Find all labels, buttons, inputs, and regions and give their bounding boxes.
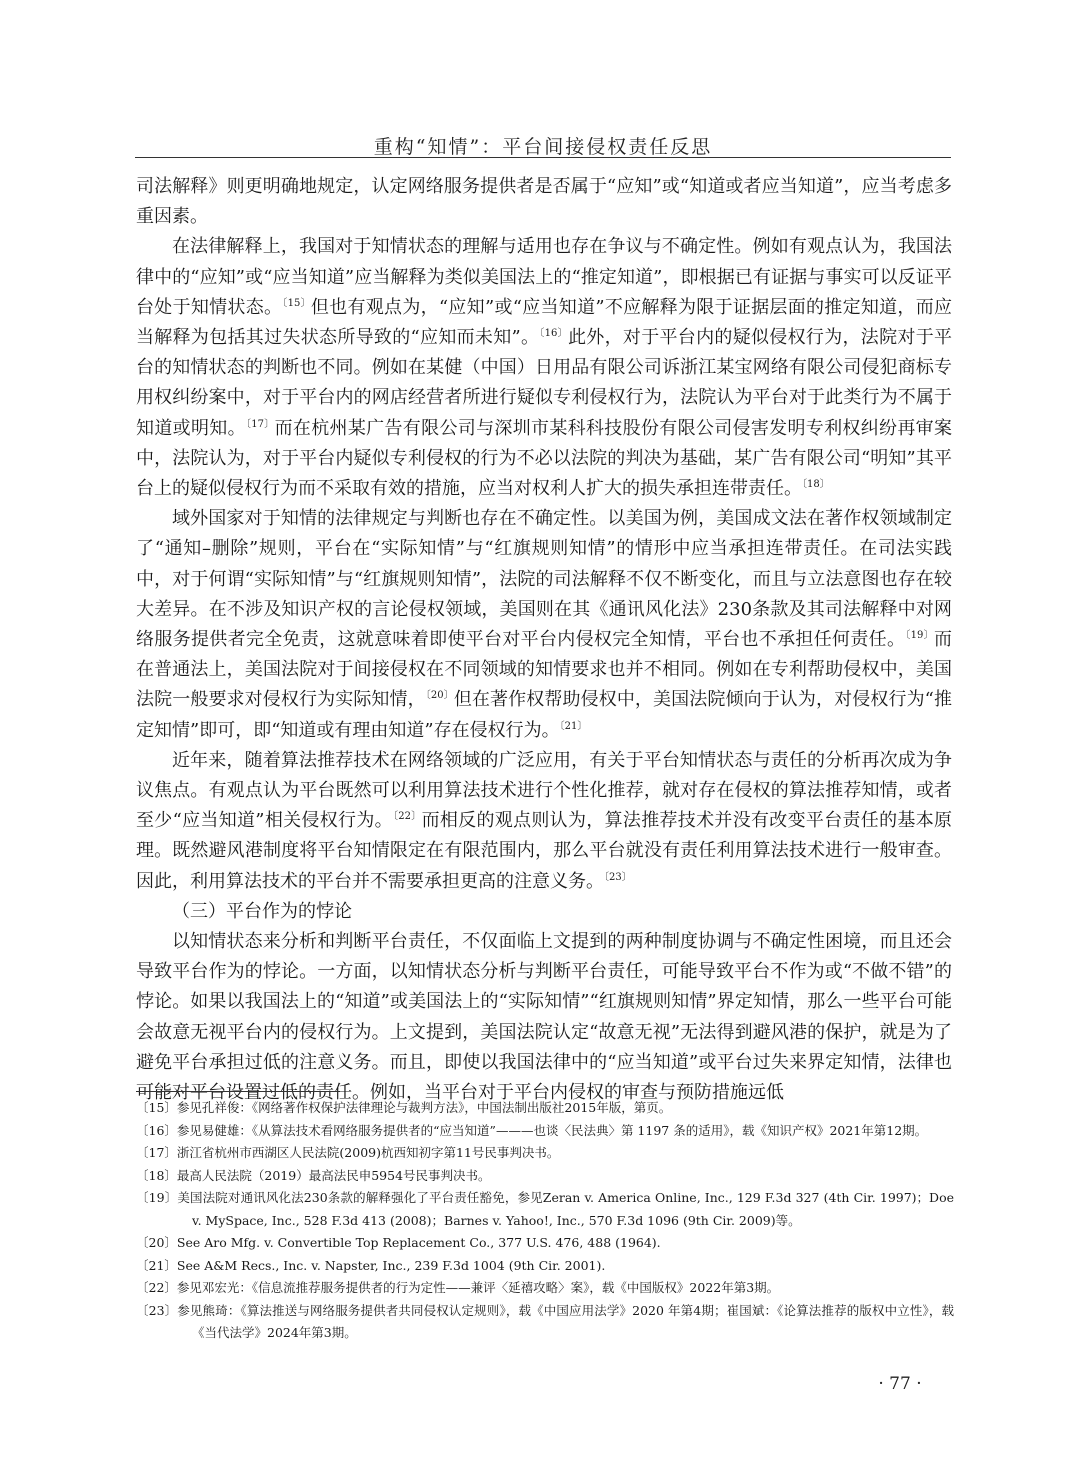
footnote-marker[interactable]: 〔18〕 [802, 479, 830, 491]
footnote-marker[interactable]: 〔17〕 [245, 418, 275, 430]
paragraph-text: 但在著作权帮助侵权中，美国法院倾向于认为，对侵权行为“推定知情”即可，即“知道或有理由知道”存在侵权行为。 [136, 689, 952, 741]
header-rule [135, 157, 951, 158]
footnote-item: 〔15〕参见孔祥俊：《网络著作权保护法律理论与裁判方法》，中国法制出版社2015年版，第页。 [136, 1100, 672, 1115]
footnotes [136, 1097, 954, 1345]
body-paragraph [136, 746, 952, 897]
footnote-marker[interactable]: 〔15〕 [282, 297, 311, 309]
paragraph-text: 域外国家对于知情的法律规定与判断也存在不确定性。以美国为例，美国成文法在著作权领域制定了“通知–删除”规则，平台在“实际知情”与“红旗规则知情”的情形中应当承担连带责任。在司法实践中，对于何谓“实际知情”与“红旗规则知情”，法院的司法解释不仅不断变化，而且与立法意图也存在较大差异。在不涉及知识产权的言论侵权领域，美国则在其《通讯风化法》230条款及其司法解释中对网络服务提供者完全免责，这就意味着即使平台对平台内侵权完全知情，平台也不承担任何责任。 [136, 508, 952, 651]
footnote-marker[interactable]: 〔16〕 [539, 328, 568, 340]
footnote-item: 〔17〕浙江省杭州市西湖区人民法院(2009)杭西知初字第11号民事判决书。 [136, 1145, 560, 1160]
footnote-item: 〔18〕最高人民法院（2019）最高法民申5954号民事判决书。 [136, 1167, 491, 1183]
body-paragraph: 以知情状态来分析和判断平台责任，不仅面临上文提到的两种制度协调与不确定性困境，而且还会导致平台作为的悖论。一方面，以知情状态分析与判断平台责任，可能导致平台不作为或“不做不错”的悖论。如果以我国法上的“知道”或美国法上的“实际知情”“红旗规则知情”界定知情，那么一些平台可能会故意无视平台内的侵权行为。上文提到，美国法院认定“故意无视”无法得到避风港的保护，就是为了避免平台承担过低的注意义务。而且，即使以我国法律中的“应当知道”或平台过失来界定知情，法律也可能对平台设置过低的责任。例如，当平台对于平台内侵权的审查与预防措施远低 [136, 931, 952, 1104]
footnote-item: 〔20〕See Aro Mfg. v. Convertible Top Replacement Co., 377 U.S. 476, 488 (1964). [136, 1235, 661, 1250]
paragraph-group-after [136, 927, 952, 1108]
paragraph-text: 而在普通法上，美国法院对于间接侵权在不同领域的知情要求也并不相同。例如在专利帮助侵权中，美国法院一般要求对侵权行为实际知情， [136, 629, 952, 711]
paragraph-text: 在法律解释上，我国对于知情状态的理解与适用也存在争议与不确定性。例如有观点认为，我国法律中的“应知”或“应当知道”应当解释为类似美国法上的“推定知道”，即根据已有证据与事实可以反证平台处于知情状态。 [136, 236, 952, 318]
body-paragraph [136, 232, 952, 504]
footnote-rule [136, 1091, 340, 1092]
paragraph-group [136, 172, 952, 897]
paragraph-text: 司法解释》则更明确地规定，认定网络服务提供者是否属于“应知”或“知道或者应当知道”，应当考虑多重因素。 [136, 176, 952, 228]
footnote-item: 〔22〕参见邓宏光：《信息流推荐服务提供者的行为定性——兼评〈延禧攻略〉案》，载《中国版权》2022年第3期。 [136, 1280, 780, 1295]
footnote-item: 〔21〕See A&M Recs., Inc. v. Napster, Inc., 239 F.3d 1004 (9th Cir. 2001). [136, 1257, 606, 1273]
footnote-marker[interactable]: 〔20〕 [425, 690, 454, 702]
footnote-item: 〔23〕参见熊琦：《算法推送与网络服务提供者共同侵权认定规则》，载《中国应用法学》2020 年第4期；崔国斌：《论算法推荐的版权中立性》，载《当代法学》2024年第3期。 [136, 1302, 954, 1340]
footnote-marker[interactable]: 〔22〕 [392, 811, 422, 823]
footnote-item: 〔16〕参见易健雄：《从算法技术看网络服务提供者的“应当知道”———也谈〈民法典〉第 1197 条的适用》，载《知识产权》2021年第12期。 [136, 1122, 928, 1138]
footnote-marker[interactable]: 〔19〕 [905, 630, 934, 642]
footnote-marker[interactable]: 〔23〕 [604, 871, 632, 883]
paragraph-text: 近年来，随着算法推荐技术在网络领域的广泛应用，有关于平台知情状态与责任的分析再次成为争议焦点。有观点认为平台既然可以利用算法技术进行个性化推荐，就对存在侵权的算法推荐知情，或者至少“应当知道”相关侵权行为。 [136, 749, 952, 832]
footnote-item: 〔19〕美国法院对通讯风化法230条款的解释强化了平台责任豁免，参见Zeran v. America Online, Inc., 129 F.3d 327 (4th Cir. 1997)；Doe v. MySpace, Inc., 528 F.3d 413 (2008)；Barnes v. Yahoo!, Inc., 570 F.3d 1096 (9th Cir. 2009)等。 [136, 1190, 954, 1228]
body-paragraph [136, 172, 952, 232]
paragraph-text: 而在杭州某广告有限公司与深圳市某科科技股份有限公司侵害发明专利权纠纷再审案中，法院认为，对于平台内疑似专利侵权的行为不必以法院的判决为基础，某广告有限公司“明知”其平台上的疑似侵权行为而不采取有效的措施，应当对权利人扩大的损失承担连带责任。 [136, 417, 953, 500]
page-number: · 77 · [878, 1374, 922, 1394]
body-text [136, 172, 952, 1108]
body-paragraph [136, 504, 952, 746]
running-header: 重构“知情”：平台间接侵权责任反思 [373, 136, 713, 158]
paragraph-text: 但也有观点为，“应知”或“应当知道”不应解释为限于证据层面的推定知道，而应当解释为包括其过失状态所导致的“应知而未知”。 [136, 296, 953, 349]
paragraph-text: 而相反的观点则认为，算法推荐技术并没有改变平台责任的基本原理。既然避风港制度将平台知情限定在有限范围内，那么平台就没有责任利用算法技术进行一般审查。因此，利用算法技术的平台并不需要承担更高的注意义务。 [136, 810, 953, 892]
paragraph-text: 此外，对于平台内的疑似侵权行为，法院对于平台的知情状态的判断也不同。例如在某健（中国）日用品有限公司诉浙江某宝网络有限公司侵犯商标专用权纠纷案中，对于平台内的网店经营者所进行疑似专利侵权行为，法院认为平台对于此类行为不属于知道或明知。 [136, 327, 953, 439]
footnote-marker[interactable]: 〔21〕 [559, 720, 588, 732]
section-subheading: （三）平台作为的悖论 [172, 900, 352, 922]
